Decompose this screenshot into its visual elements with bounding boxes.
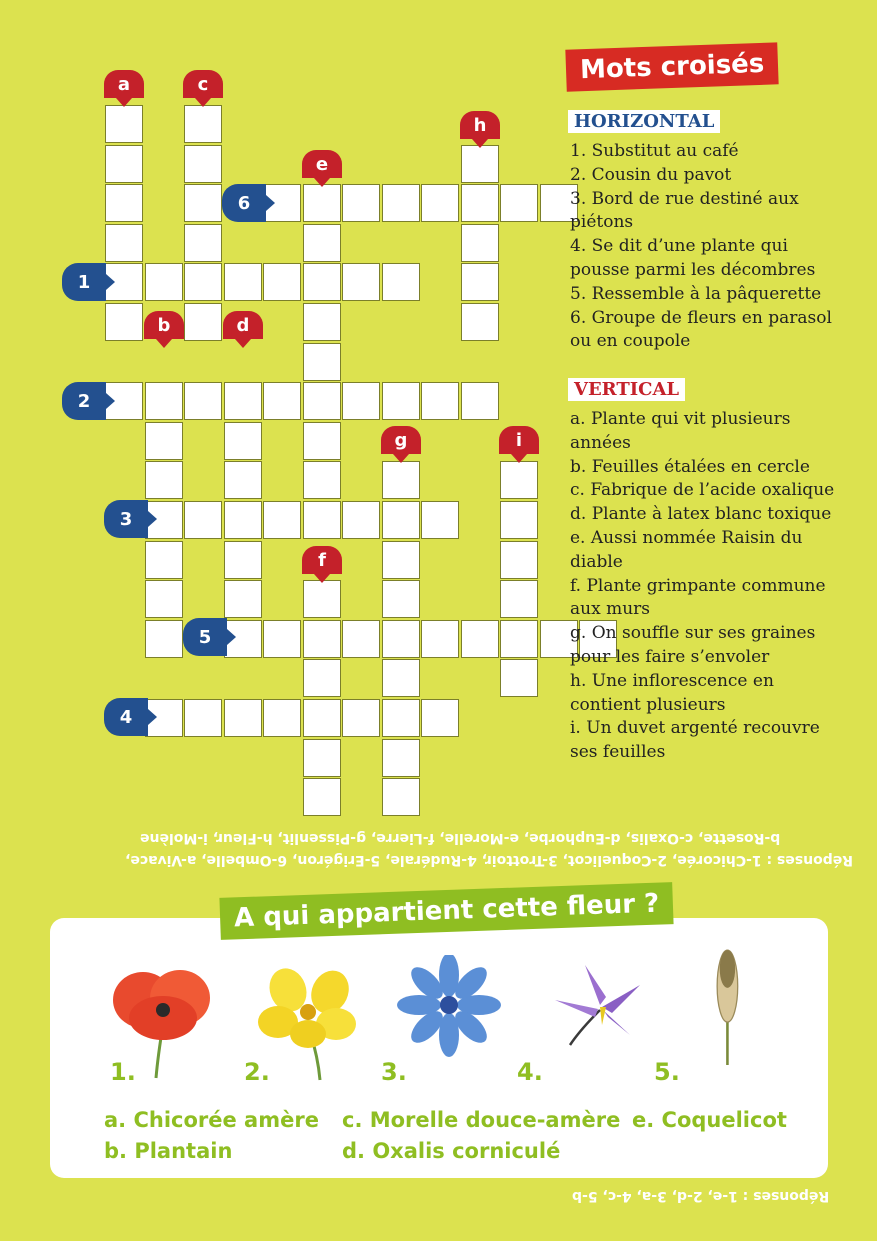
crossword-cell[interactable] xyxy=(263,263,301,301)
crossword-cell[interactable] xyxy=(461,263,499,301)
clue-vc: c. Fabrique de l’acide oxalique xyxy=(570,480,835,501)
clue-h1: 1. Substitut au café xyxy=(570,141,739,161)
crossword-cell[interactable] xyxy=(105,224,143,262)
crossword-cell[interactable] xyxy=(184,145,222,183)
crossword-cell[interactable] xyxy=(224,699,262,737)
crossword-answers-line1: Réponses : 1-Chicorée, 2-Coquelicot, 3-Trottoir, 4-Rudérale, 5-Erigéron, 6-Ombelle, a-Vivace, xyxy=(125,852,854,868)
crossword-cell[interactable] xyxy=(500,461,538,499)
clue-ve: e. Aussi nommée Raisin du diable xyxy=(570,527,803,572)
crossword-cell[interactable] xyxy=(461,224,499,262)
crossword-cell[interactable] xyxy=(461,184,499,222)
crossword-cell[interactable] xyxy=(382,382,420,420)
crossword-cell[interactable] xyxy=(263,699,301,737)
crossword-cell[interactable] xyxy=(224,382,262,420)
crossword-cell[interactable] xyxy=(342,263,380,301)
horizontal-clues xyxy=(570,140,845,354)
crossword-cell[interactable] xyxy=(461,303,499,341)
crossword-cell[interactable] xyxy=(342,699,380,737)
option-a: a. Chicorée amère xyxy=(104,1108,319,1132)
tag-3: 3 xyxy=(104,500,148,538)
crossword-cell[interactable] xyxy=(303,303,341,341)
flower-number-2: 2. xyxy=(244,1058,270,1086)
crossword-cell[interactable] xyxy=(224,541,262,579)
option-d: d. Oxalis corniculé xyxy=(342,1139,561,1163)
crossword-cell[interactable] xyxy=(382,541,420,579)
crossword-cell[interactable] xyxy=(382,659,420,697)
crossword-cell[interactable] xyxy=(382,699,420,737)
crossword-cell[interactable] xyxy=(263,382,301,420)
crossword-cell[interactable] xyxy=(263,501,301,539)
clue-h3: 3. Bord de rue destiné aux piétons xyxy=(570,188,799,233)
crossword-cell[interactable] xyxy=(382,739,420,777)
nightshade-illustration xyxy=(540,955,650,1075)
quiz-answers: Réponses : 1-e, 2-d, 3-a, 4-c, 5-b xyxy=(572,1188,830,1204)
crossword-cell[interactable] xyxy=(184,382,222,420)
quiz-title: A qui appartient cette fleur ? xyxy=(219,882,674,940)
crossword-cell[interactable] xyxy=(303,620,341,658)
crossword-cell[interactable] xyxy=(184,699,222,737)
horizontal-label: HORIZONTAL xyxy=(568,110,720,133)
tag-b: b xyxy=(144,311,184,339)
clue-h2: 2. Cousin du pavot xyxy=(570,164,732,185)
crossword-cell[interactable] xyxy=(224,501,262,539)
tag-a: a xyxy=(104,70,144,98)
crossword-cell[interactable] xyxy=(184,303,222,341)
crossword-cell[interactable] xyxy=(145,461,183,499)
crossword-cell[interactable] xyxy=(382,501,420,539)
crossword-cell[interactable] xyxy=(184,501,222,539)
tag-2: 2 xyxy=(62,382,106,420)
crossword-cell[interactable] xyxy=(184,105,222,143)
crossword-cell[interactable] xyxy=(500,580,538,618)
clue-vb: b. Feuilles étalées en cercle xyxy=(570,456,810,477)
crossword-title: Mots croisés xyxy=(565,42,779,91)
crossword-cell[interactable] xyxy=(303,224,341,262)
crossword-cell[interactable] xyxy=(263,620,301,658)
flower-number-1: 1. xyxy=(110,1058,136,1086)
crossword-cell[interactable] xyxy=(145,580,183,618)
clue-vh: h. Une inflorescence en contient plusieurs xyxy=(570,670,774,715)
crossword-cell[interactable] xyxy=(421,184,459,222)
tag-f: f xyxy=(302,546,342,574)
tag-i: i xyxy=(499,426,539,454)
crossword-cell[interactable] xyxy=(382,620,420,658)
crossword-cell[interactable] xyxy=(342,382,380,420)
chicory-illustration xyxy=(394,955,504,1075)
crossword-cell[interactable] xyxy=(421,620,459,658)
tag-h: h xyxy=(460,111,500,139)
crossword-cell[interactable] xyxy=(303,580,341,618)
plantain-illustration xyxy=(675,945,785,1065)
clue-vf: f. Plante grimpante commune aux murs xyxy=(570,575,826,620)
tag-g: g xyxy=(381,426,421,454)
clue-vd: d. Plante à latex blanc toxique xyxy=(570,504,832,525)
crossword-cell[interactable] xyxy=(224,461,262,499)
crossword-cell[interactable] xyxy=(303,778,341,816)
tag-4: 4 xyxy=(104,698,148,736)
crossword-cell[interactable] xyxy=(145,422,183,460)
crossword-cell[interactable] xyxy=(461,382,499,420)
flower-number-3: 3. xyxy=(381,1058,407,1086)
clue-vi: i. Un duvet argenté recouvre ses feuilles xyxy=(570,718,820,763)
crossword-cell[interactable] xyxy=(500,541,538,579)
option-c: c. Morelle douce-amère xyxy=(342,1108,621,1132)
crossword-cell[interactable] xyxy=(500,620,538,658)
crossword-cell[interactable] xyxy=(303,659,341,697)
crossword-cell[interactable] xyxy=(500,184,538,222)
crossword-cell[interactable] xyxy=(145,541,183,579)
crossword-cell[interactable] xyxy=(105,105,143,143)
tag-1: 1 xyxy=(62,263,106,301)
clue-h6: 6. Groupe de fleurs en parasol ou en coupole xyxy=(570,307,832,352)
crossword-cell[interactable] xyxy=(303,739,341,777)
crossword-cell[interactable] xyxy=(382,778,420,816)
crossword-cell[interactable] xyxy=(105,145,143,183)
crossword-cell[interactable] xyxy=(224,580,262,618)
crossword-cell[interactable] xyxy=(184,184,222,222)
crossword-cell[interactable] xyxy=(382,263,420,301)
tag-d: d xyxy=(223,311,263,339)
crossword-cell[interactable] xyxy=(303,343,341,381)
crossword-cell[interactable] xyxy=(303,263,341,301)
vertical-label: VERTICAL xyxy=(568,378,685,401)
clue-vg: g. On souffle sur ses graines pour les faire s’envoler xyxy=(570,623,816,667)
crossword-cell[interactable] xyxy=(342,620,380,658)
clue-h4: 4. Se dit d’une plante qui pousse parmi les décombres xyxy=(570,236,816,280)
crossword-cell[interactable] xyxy=(184,224,222,262)
crossword-cell[interactable] xyxy=(303,422,341,460)
crossword-answers-line2: b-Rosette, c-Oxalis, d-Euphorbe, e-Morelle, f-Lierre, g-Pissenlit, h-Fleur, i-Molène xyxy=(140,830,781,846)
flower-number-4: 4. xyxy=(517,1058,543,1086)
crossword-cell[interactable] xyxy=(224,263,262,301)
option-e: e. Coquelicot xyxy=(632,1108,787,1132)
tag-6: 6 xyxy=(222,184,266,222)
crossword-cell[interactable] xyxy=(500,659,538,697)
crossword-cell[interactable] xyxy=(184,263,222,301)
crossword-cell[interactable] xyxy=(461,145,499,183)
crossword-cell[interactable] xyxy=(145,263,183,301)
tag-c: c xyxy=(183,70,223,98)
crossword-cell[interactable] xyxy=(145,620,183,658)
crossword-cell[interactable] xyxy=(303,461,341,499)
crossword-cell[interactable] xyxy=(145,382,183,420)
option-b: b. Plantain xyxy=(104,1139,233,1163)
crossword-cell[interactable] xyxy=(382,580,420,618)
clue-h5: 5. Ressemble à la pâquerette xyxy=(570,283,822,304)
crossword-cell[interactable] xyxy=(224,422,262,460)
vertical-clues xyxy=(570,408,845,765)
flower-number-5: 5. xyxy=(654,1058,680,1086)
crossword-cell[interactable] xyxy=(421,501,459,539)
crossword-cell[interactable] xyxy=(421,382,459,420)
crossword-cell[interactable] xyxy=(303,699,341,737)
crossword-cell[interactable] xyxy=(303,184,341,222)
crossword-cell[interactable] xyxy=(105,303,143,341)
crossword-cell[interactable] xyxy=(303,382,341,420)
crossword-cell[interactable] xyxy=(105,184,143,222)
crossword-cell[interactable] xyxy=(303,501,341,539)
crossword-cell[interactable] xyxy=(382,461,420,499)
crossword-cell[interactable] xyxy=(342,501,380,539)
tag-e: e xyxy=(302,150,342,178)
tag-5: 5 xyxy=(183,618,227,656)
crossword-cell[interactable] xyxy=(382,184,420,222)
crossword-cell[interactable] xyxy=(421,699,459,737)
crossword-cell[interactable] xyxy=(461,620,499,658)
crossword-cell[interactable] xyxy=(500,501,538,539)
crossword-cell[interactable] xyxy=(342,184,380,222)
clue-va: a. Plante qui vit plusieurs années xyxy=(570,409,791,453)
